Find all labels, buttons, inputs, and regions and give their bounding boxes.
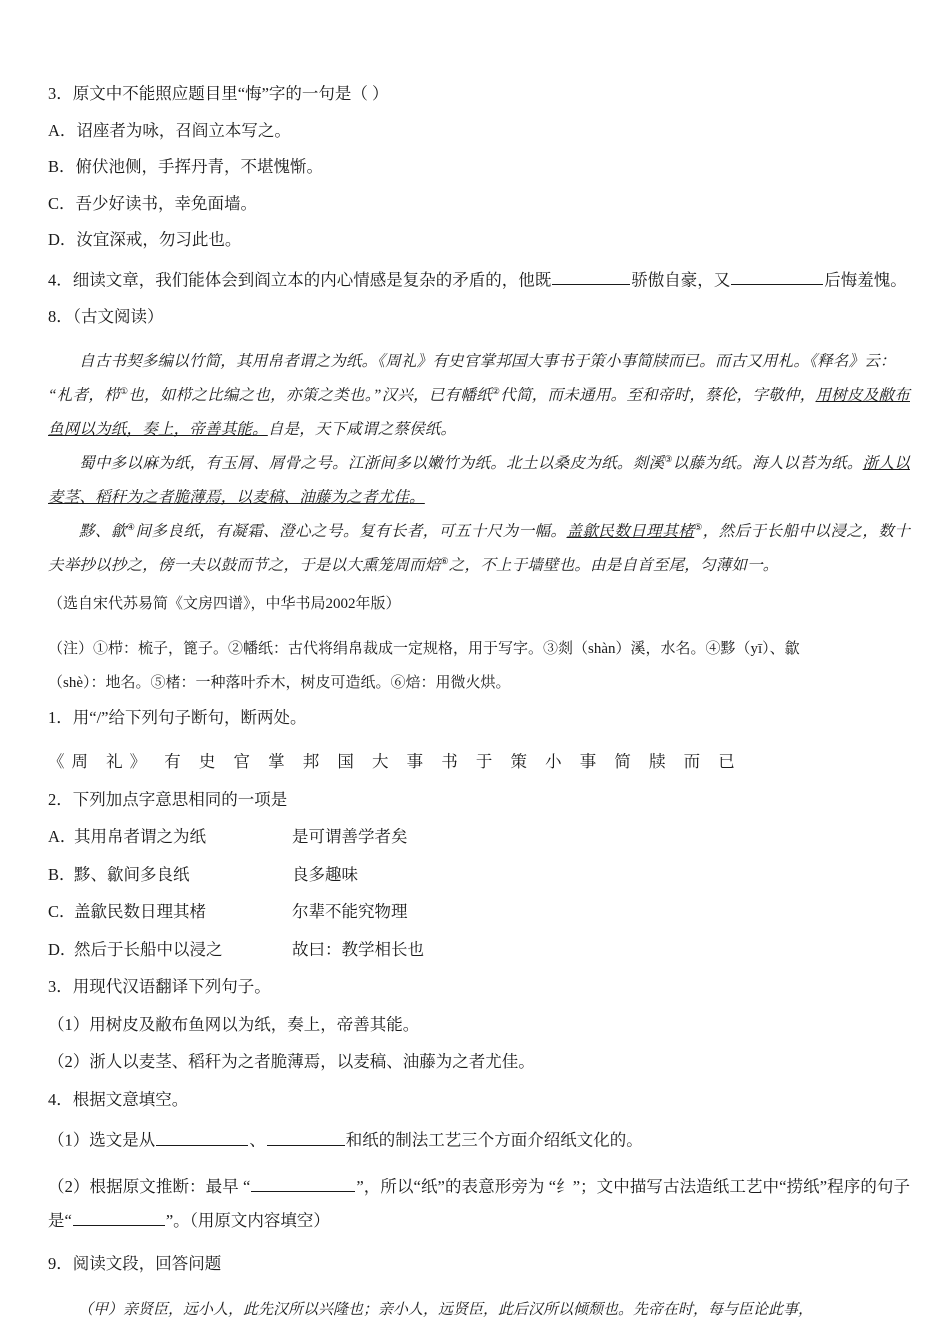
option-label: D．: [48, 230, 77, 249]
item-1-suffix: 和纸的制法工艺三个方面介绍纸文化的。: [345, 1130, 643, 1150]
option-label: C．: [48, 193, 76, 213]
sub-question-2-option-b: [48, 864, 910, 884]
passage-paragraph-4: 黟、歙④间多良纸，有凝霜、澄心之号。复有长者，可五十尺为一幅。盖歙民数日理其楮⑤，然后于长船中以浸之，数十夫举抄以抄之，傍一夫以鼓而节之，于是以大熏笼周而焙⑥之，不上于墙壁也。由是自首至尾，匀薄如一。: [48, 522, 911, 575]
item-1-blank-2[interactable]: [267, 1129, 345, 1146]
sub-question-3-item-2: （2）浙人以麦茎、稻秆为之者脆薄焉，以麦稿、油藤为之者尤佳。: [48, 1052, 535, 1072]
underlined-fragment-1: 用树皮及敝布鱼网以为纸，奏上，帝善其能。: [48, 387, 910, 439]
question-3-stem: 3．原文中不能照应题目里“悔”字的一句是（ ）: [48, 84, 389, 103]
note-marker-1: ①: [119, 386, 129, 397]
sub-question-4-stem: 4．根据文意填空。: [48, 1089, 189, 1109]
item-2-part-a: （2）根据原文推断：最早 “: [48, 1177, 251, 1197]
passage-paragraph-2: “札者，栉①也，如栉之比编之也，亦策之类也。”汉兴，已有幡纸②代简，而未通用。至和帝时，蔡伦，字敬仲，用树皮及敝布鱼网以为纸，奏上，帝善其能。自是，天下咸谓之蔡侯纸。: [48, 386, 910, 439]
option-left-text: 然后于长船中以浸之: [74, 939, 223, 959]
option-left-text: 盖歙民数日理其楮: [74, 902, 206, 922]
sub-question-4-item-1: [48, 1129, 910, 1149]
passage-text: 自古书契多编以竹简，其用帛者谓之为纸。《周礼》有史官掌邦国大事书于策小事简牍而已。而古又用札。《释名》云：: [79, 353, 896, 371]
passage-paragraph-1: [48, 345, 910, 379]
item-2-blank-2[interactable]: [73, 1210, 165, 1227]
sub-question-3-stem: 3．用现代汉语翻译下列句子。: [48, 977, 271, 997]
option-label: D．: [48, 939, 77, 959]
item-1-blank-1[interactable]: [156, 1129, 248, 1146]
notes-line-2: （shè）：地名。⑤楮：一种落叶乔木，树皮可造纸。⑥焙：用微火烘。: [48, 675, 511, 692]
question-3-option-d: [48, 232, 910, 249]
option-right-text: 尔辈不能究物理: [292, 902, 408, 922]
question-8-heading: 8．（古文阅读）: [48, 306, 164, 326]
question-9-passage: （甲）亲贤臣，远小人，此先汉所以兴隆也；亲小人，远贤臣，此后汉所以倾颓也。先帝在时，每与臣论此事，: [78, 1301, 814, 1318]
item-2-part-d: ”。（用原文内容填空）: [165, 1211, 330, 1231]
question-9-heading: 9．阅读文段，回答问题: [48, 1254, 222, 1274]
item-2-part-c: 纸”程序的句子是“: [48, 1177, 911, 1231]
question-4-stem: [48, 269, 910, 289]
notes-line-1: （注）①栉：梳子，篦子。②幡纸：古代将绢帛裁成一定规格，用于写字。③剡（shàn）溪，水名。④黟（yī）、歙: [48, 641, 800, 658]
option-right-text: 是可谓善学者矣: [292, 827, 408, 847]
underlined-fragment-3: 盖歙民数日理其楮: [566, 523, 695, 541]
sub-question-1-sentence[interactable]: 《周 礼》 有 史 官 掌 邦 国 大 事 书 于 策 小 事 简 牍 而 已: [48, 751, 742, 771]
question-4-blank-2[interactable]: [731, 269, 823, 286]
item-2-blank-1[interactable]: [251, 1176, 355, 1193]
note-marker-3: ③: [664, 454, 673, 465]
item-1-prefix: （1）选文是从: [48, 1130, 156, 1150]
passage-notes: [48, 632, 910, 700]
option-text: 吾少好读书，幸免面墙。: [75, 193, 258, 213]
question-4-prefix: 4．细读文章，我们能体会到阎立本的内心情感是复杂的矛盾的，他既: [48, 270, 552, 290]
option-label: B．: [48, 864, 76, 884]
option-right-text: 故曰：教学相长也: [292, 939, 424, 959]
sub-question-2-option-c: [48, 904, 910, 921]
sub-question-4-item-2: [48, 1170, 910, 1238]
sub-question-1-stem: 1．用“/”给下列句子断句，断两处。: [48, 708, 307, 728]
question-4-blank-1[interactable]: [552, 269, 630, 286]
sub-question-2-option-d: [48, 939, 910, 959]
option-label: C．: [48, 902, 76, 922]
question-3-option-b: [48, 159, 910, 176]
note-marker-2: ②: [491, 386, 501, 397]
item-2-part-b: ”，所以“纸”的表意形旁为 “纟”；文中描写古法造纸工艺中“捞: [356, 1177, 804, 1197]
passage-paragraph-3: 蜀中多以麻为纸，有玉屑、屑骨之号。江浙间多以嫩竹为纸。北土以桑皮为纸。剡溪③以藤为纸。海人以苔为纸。浙人以麦茎、稻秆为之者脆薄焉，以麦稿、油藤为之者尤佳。: [48, 454, 910, 507]
option-left-text: 黟、歙间多良纸: [74, 864, 190, 884]
option-label: A．: [48, 827, 77, 847]
option-text: 俯伏池侧，手挥丹青，不堪愧惭。: [75, 157, 324, 176]
spacer: [48, 583, 910, 587]
passage-source: （选自宋代苏易简《文房四谱》，中华书局2002年版）: [48, 596, 401, 613]
sub-question-3-item-1: （1）用树皮及敝布鱼网以为纸，奏上，帝善其能。: [48, 1014, 420, 1034]
question-3-option-c: [48, 193, 910, 213]
option-right-text: 良多趣味: [292, 864, 358, 884]
option-label: A．: [48, 120, 77, 140]
question-4-middle: 骄傲自豪，又: [631, 270, 731, 290]
option-text: 诏座者为咏，召阎立本写之。: [76, 120, 291, 140]
page-content: [48, 86, 910, 1326]
note-marker-5: ⑤: [694, 522, 703, 533]
sub-question-2-option-a: [48, 829, 910, 846]
note-marker-4: ④: [126, 522, 136, 533]
question-3-option-a: [48, 120, 910, 140]
question-4-suffix: 后悔羞愧。: [824, 270, 907, 290]
underlined-fragment-2: 浙人以麦茎、稻秆为之者脆薄焉，以麦稿、油藤为之者尤佳。: [48, 455, 910, 507]
option-label: B．: [48, 157, 76, 176]
item-1-separator: 、: [249, 1130, 266, 1150]
note-marker-6: ⑥: [440, 556, 449, 567]
classical-passage: [48, 345, 910, 583]
option-text: 汝宜深戒，勿习此也。: [76, 230, 242, 249]
sub-question-2-stem: 2．下列加点字意思相同的一项是: [48, 789, 288, 809]
option-left-text: 其用帛者谓之为纸: [74, 827, 206, 847]
